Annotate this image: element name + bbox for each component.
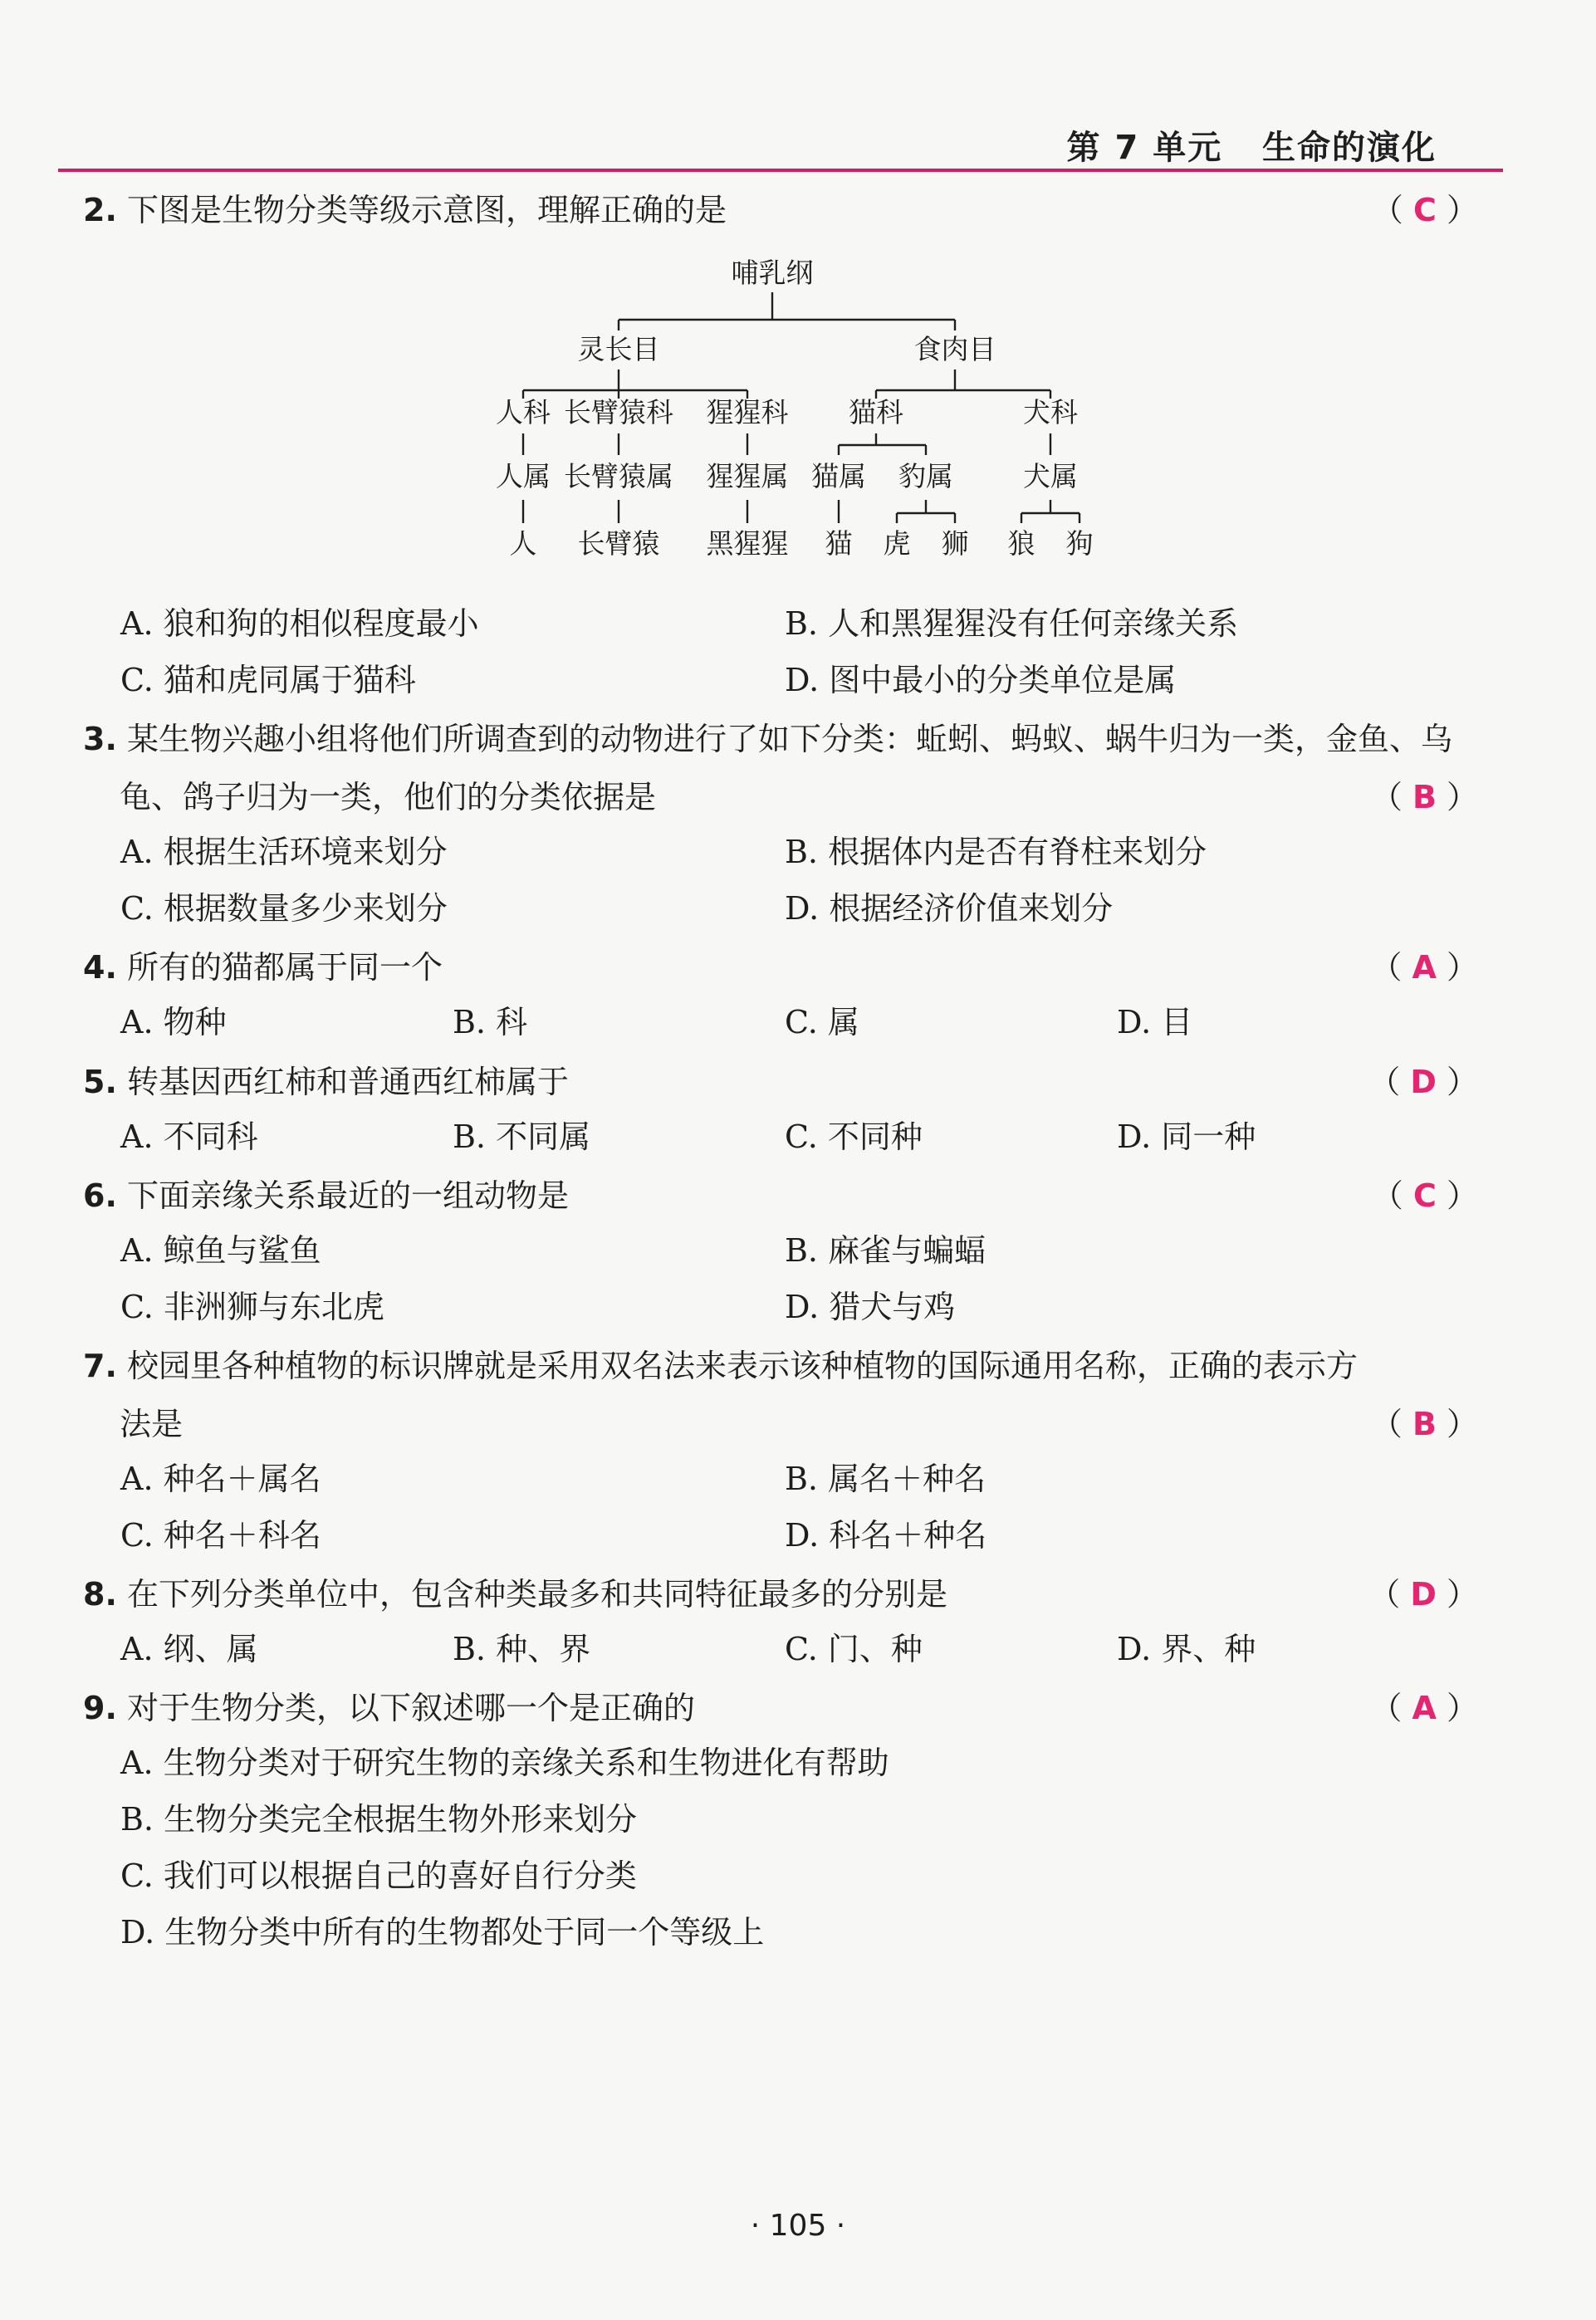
answer-bracket: （ B ） <box>1370 1406 1478 1442</box>
question-text: 某生物兴趣小组将他们所调查到的动物进行了如下分类：蚯蚓、蚂蚁、蜗牛归为一类，金鱼、乌 <box>126 721 1452 757</box>
question-number: 3. <box>83 721 117 757</box>
tree-node-genus: 犬属 <box>1023 460 1078 492</box>
tree-node-species: 狗 <box>1065 527 1094 560</box>
option-d[interactable]: D. 目 <box>1117 1004 1193 1040</box>
option-a[interactable]: A. 鲸鱼与鲨鱼 <box>120 1232 321 1269</box>
answer-bracket: （ A ） <box>1370 1690 1478 1726</box>
tree-node-family: 犬科 <box>1023 396 1078 428</box>
tree-node-family: 猩猩科 <box>706 396 789 428</box>
question-text: 下图是生物分类等级示意图，理解正确的是 <box>126 192 727 228</box>
option-b[interactable]: B. 麻雀与蝙蝠 <box>785 1232 986 1269</box>
question-number: 6. <box>83 1177 117 1214</box>
question-text: 对于生物分类，以下叙述哪一个是正确的 <box>126 1690 695 1726</box>
answer-bracket: （ D ） <box>1368 1576 1478 1613</box>
question-3 <box>83 710 1478 826</box>
question-text: 下面亲缘关系最近的一组动物是 <box>126 1177 569 1214</box>
unit-title: 第 7 单元 生命的演化 <box>1066 129 1437 167</box>
option-b[interactable]: B. 属名＋种名 <box>785 1461 986 1497</box>
tree-node-species: 黑猩猩 <box>706 527 789 560</box>
question-5 <box>83 1053 1478 1111</box>
option-d[interactable]: D. 科名＋种名 <box>785 1517 987 1554</box>
tree-node-order: 食肉目 <box>913 333 996 365</box>
question-text: 校园里各种植物的标识牌就是采用双名法来表示该种植物的国际通用名称，正确的表示方 <box>126 1348 1358 1384</box>
question-text-continued: 龟、鸽子归为一类，他们的分类依据是 <box>120 779 657 815</box>
answer-letter: C <box>1413 192 1437 228</box>
option-a[interactable]: A. 不同科 <box>120 1118 258 1155</box>
option-d[interactable]: D. 图中最小的分类单位是属 <box>785 662 1177 698</box>
question-9 <box>83 1679 1478 1737</box>
question-text: 在下列分类单位中，包含种类最多和共同特征最多的分别是 <box>126 1576 947 1613</box>
answer-bracket: （ A ） <box>1370 949 1478 986</box>
answer-letter: A <box>1412 1690 1437 1726</box>
answer-letter: B <box>1412 1406 1437 1442</box>
tree-node-root: 哺乳纲 <box>731 257 814 289</box>
tree-node-species: 长臂猿 <box>577 527 660 560</box>
answer-letter: D <box>1410 1576 1437 1613</box>
tree-node-species: 狮 <box>941 527 969 560</box>
answer-letter: C <box>1413 1177 1437 1214</box>
tree-node-species: 人 <box>509 527 537 560</box>
question-number: 2. <box>83 192 117 228</box>
option-a[interactable]: A. 物种 <box>120 1004 227 1040</box>
option-b[interactable]: B. 种、界 <box>453 1631 591 1667</box>
answer-letter: B <box>1412 779 1437 815</box>
option-c[interactable]: C. 属 <box>785 1004 859 1040</box>
tree-node-genus: 豹属 <box>898 460 953 492</box>
option-b[interactable]: B. 人和黑猩猩没有任何亲缘关系 <box>785 605 1239 642</box>
option-d[interactable]: D. 生物分类中所有的生物都处于同一个等级上 <box>120 1914 765 1950</box>
option-a[interactable]: A. 纲、属 <box>120 1631 258 1667</box>
tree-node-species: 狼 <box>1007 527 1035 560</box>
option-b[interactable]: B. 不同属 <box>453 1118 591 1155</box>
option-d[interactable]: D. 根据经济价值来划分 <box>785 890 1114 927</box>
tree-node-order: 灵长目 <box>577 333 660 365</box>
option-a[interactable]: A. 生物分类对于研究生物的亲缘关系和生物进化有帮助 <box>120 1745 889 1781</box>
tree-node-genus: 长臂猿属 <box>564 460 673 492</box>
question-number: 4. <box>83 949 117 986</box>
question-text-continued: 法是 <box>120 1406 184 1442</box>
option-d[interactable]: D. 界、种 <box>1117 1631 1256 1667</box>
tree-node-family: 猫科 <box>849 396 903 428</box>
option-b[interactable]: B. 根据体内是否有脊柱来划分 <box>785 834 1207 870</box>
option-c[interactable]: C. 门、种 <box>785 1631 923 1667</box>
option-c[interactable]: C. 非洲狮与东北虎 <box>120 1289 384 1325</box>
header-divider <box>58 169 1503 172</box>
question-text: 转基因西红柿和普通西红柿属于 <box>126 1064 569 1100</box>
option-c[interactable]: C. 我们可以根据自己的喜好自行分类 <box>120 1857 637 1894</box>
answer-bracket: （ C ） <box>1371 192 1478 228</box>
tree-node-species: 虎 <box>883 527 911 560</box>
option-a[interactable]: A. 种名＋属名 <box>120 1461 321 1497</box>
tree-node-genus: 猩猩属 <box>706 460 789 492</box>
question-7 <box>83 1337 1478 1453</box>
option-c[interactable]: C. 猫和虎同属于猫科 <box>120 662 416 698</box>
option-c[interactable]: C. 根据数量多少来划分 <box>120 890 448 927</box>
question-text: 所有的猫都属于同一个 <box>126 949 443 986</box>
tree-node-species: 猫 <box>825 527 853 560</box>
tree-node-family: 人科 <box>496 396 551 428</box>
classification-tree-diagram <box>465 249 1129 581</box>
option-d[interactable]: D. 猎犬与鸡 <box>785 1289 956 1325</box>
option-c[interactable]: C. 不同种 <box>785 1118 923 1155</box>
question-number: 5. <box>83 1064 117 1100</box>
tree-node-family: 长臂猿科 <box>564 396 673 428</box>
option-c[interactable]: C. 种名＋科名 <box>120 1517 321 1554</box>
question-2 <box>83 181 1478 239</box>
question-8 <box>83 1565 1478 1623</box>
option-a[interactable]: A. 根据生活环境来划分 <box>120 834 448 870</box>
tree-node-genus: 猫属 <box>811 460 866 492</box>
answer-bracket: （ B ） <box>1370 779 1478 815</box>
answer-letter: A <box>1412 949 1437 986</box>
option-a[interactable]: A. 狼和狗的相似程度最小 <box>120 605 479 642</box>
question-4 <box>83 938 1478 996</box>
question-number: 9. <box>83 1690 117 1726</box>
option-b[interactable]: B. 生物分类完全根据生物外形来划分 <box>120 1801 638 1838</box>
tree-node-genus: 人属 <box>496 460 551 492</box>
option-b[interactable]: B. 科 <box>453 1004 528 1040</box>
question-number: 7. <box>83 1348 117 1384</box>
answer-bracket: （ C ） <box>1371 1177 1478 1214</box>
answer-bracket: （ D ） <box>1368 1064 1478 1100</box>
page-number: · 105 · <box>750 2209 846 2243</box>
question-number: 8. <box>83 1576 117 1613</box>
option-d[interactable]: D. 同一种 <box>1117 1118 1256 1155</box>
answer-letter: D <box>1410 1064 1437 1100</box>
question-6 <box>83 1167 1478 1225</box>
